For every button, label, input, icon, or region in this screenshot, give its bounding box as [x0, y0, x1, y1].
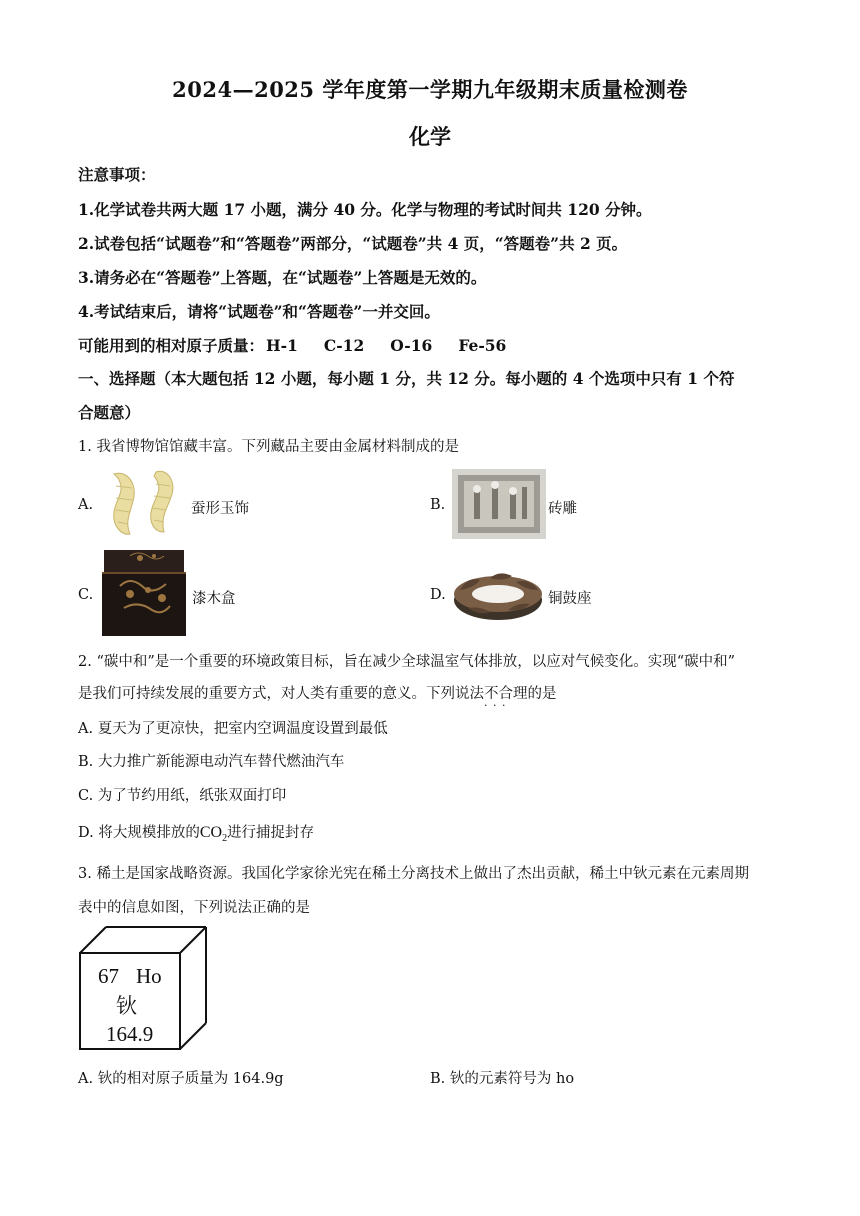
q2-option-d: [78, 821, 314, 844]
q2-option-b: B. 大力推广新能源电动汽车替代燃油汽车: [78, 754, 345, 770]
atomic-mass-fe: Fe-56: [458, 336, 507, 355]
atomic-mass-o: O-16: [390, 336, 433, 355]
element-name: 钬: [116, 994, 137, 1018]
brick-carving-image: [452, 469, 546, 539]
q1-option-d-letter: D.: [430, 587, 446, 603]
q2-option-d-suffix: 进行捕捉封存: [227, 825, 315, 841]
element-number: 67: [98, 964, 119, 988]
atomic-mass-h: H-1: [266, 336, 298, 355]
q1-option-b-letter: B.: [430, 497, 446, 513]
element-symbol: Ho: [136, 964, 162, 988]
q1-option-a-text: 蚕形玉饰: [191, 501, 249, 517]
q1-option-c-letter: C.: [78, 587, 94, 603]
q1-stem: 1. 我省博物馆馆藏丰富。下列藏品主要由金属材料制成的是: [78, 439, 459, 455]
lacquer-box-image: [100, 546, 188, 638]
q3-option-a: A. 钬的相对原子质量为 164.9g: [78, 1071, 284, 1087]
q1-option-a-letter: A.: [78, 497, 94, 513]
atomic-mass-c: C-12: [323, 336, 365, 355]
notice-heading: 注意事项：: [78, 165, 156, 184]
notice-item-2: 2.试卷包括“试题卷”和“答题卷”两部分，“试题卷”共 4 页，“答题卷”共 2 页。: [78, 234, 628, 253]
atomic-masses-line: [78, 334, 506, 356]
element-mass: 164.9: [106, 1022, 154, 1046]
notice-item-4: 4.考试结束后，请将“试题卷”和“答题卷”一并交回。: [78, 302, 440, 321]
q2-option-c: C. 为了节约用纸，纸张双面打印: [78, 788, 287, 804]
q2-stem-line2-prefix: 是我们可持续发展的重要方式，对人类有重要的意义。下列说法: [78, 686, 484, 702]
co2-subscript: 2: [222, 833, 228, 845]
q3-option-b: B. 钬的元素符号为 ho: [430, 1071, 575, 1087]
q2-emphasis-not-reasonable: 不合理 · · ·: [484, 686, 528, 702]
q2-option-a: A. 夏天为了更凉快，把室内空调温度设置到最低: [78, 721, 388, 737]
atomic-masses-label: 可能用到的相对原子质量：: [78, 336, 265, 355]
q3-stem-line2: 表中的信息如图，下列说法正确的是: [78, 900, 310, 916]
notice-item-3: 3.请务必在“答题卷”上答题，在“试题卷”上答题是无效的。: [78, 268, 487, 287]
q2-stem-line1: 2. “碳中和”是一个重要的环境政策目标，旨在减少全球温室气体排放，以应对气候变化。实现“碳中和”: [78, 654, 736, 670]
q1-option-c-text: 漆木盒: [192, 591, 236, 607]
q3-stem-line1: 3. 稀土是国家战略资源。我国化学家徐光宪在稀土分离技术上做出了杰出贡献，稀土中钬元素在元素周期: [78, 866, 749, 882]
silkworm-jade-image: [104, 466, 186, 542]
q1-option-b-text: 砖雕: [548, 501, 577, 517]
section1-heading-line2: 合题意）: [78, 403, 141, 422]
notice-item-1: 1.化学试卷共两大题 17 小题，满分 40 分。化学与物理的考试时间共 120 分钟。: [78, 200, 652, 219]
q2-stem-line2-suffix: 的是: [527, 686, 557, 702]
exam-title: 2024—2025 学年度第一学期九年级期末质量检测卷: [172, 77, 688, 102]
q2-option-d-prefix: D. 将大规模排放的: [78, 825, 200, 841]
q2-stem-line2: [78, 682, 557, 703]
q1-option-d-text: 铜鼓座: [548, 591, 592, 607]
subject-title: 化学: [409, 124, 451, 149]
section1-heading-line1: 一、选择题（本大题包括 12 小题，每小题 1 分，共 12 分。每小题的 4 个选项中只有 1 个符: [78, 369, 735, 388]
co2-formula: CO: [199, 824, 223, 841]
bronze-drum-base-image: [450, 560, 546, 626]
